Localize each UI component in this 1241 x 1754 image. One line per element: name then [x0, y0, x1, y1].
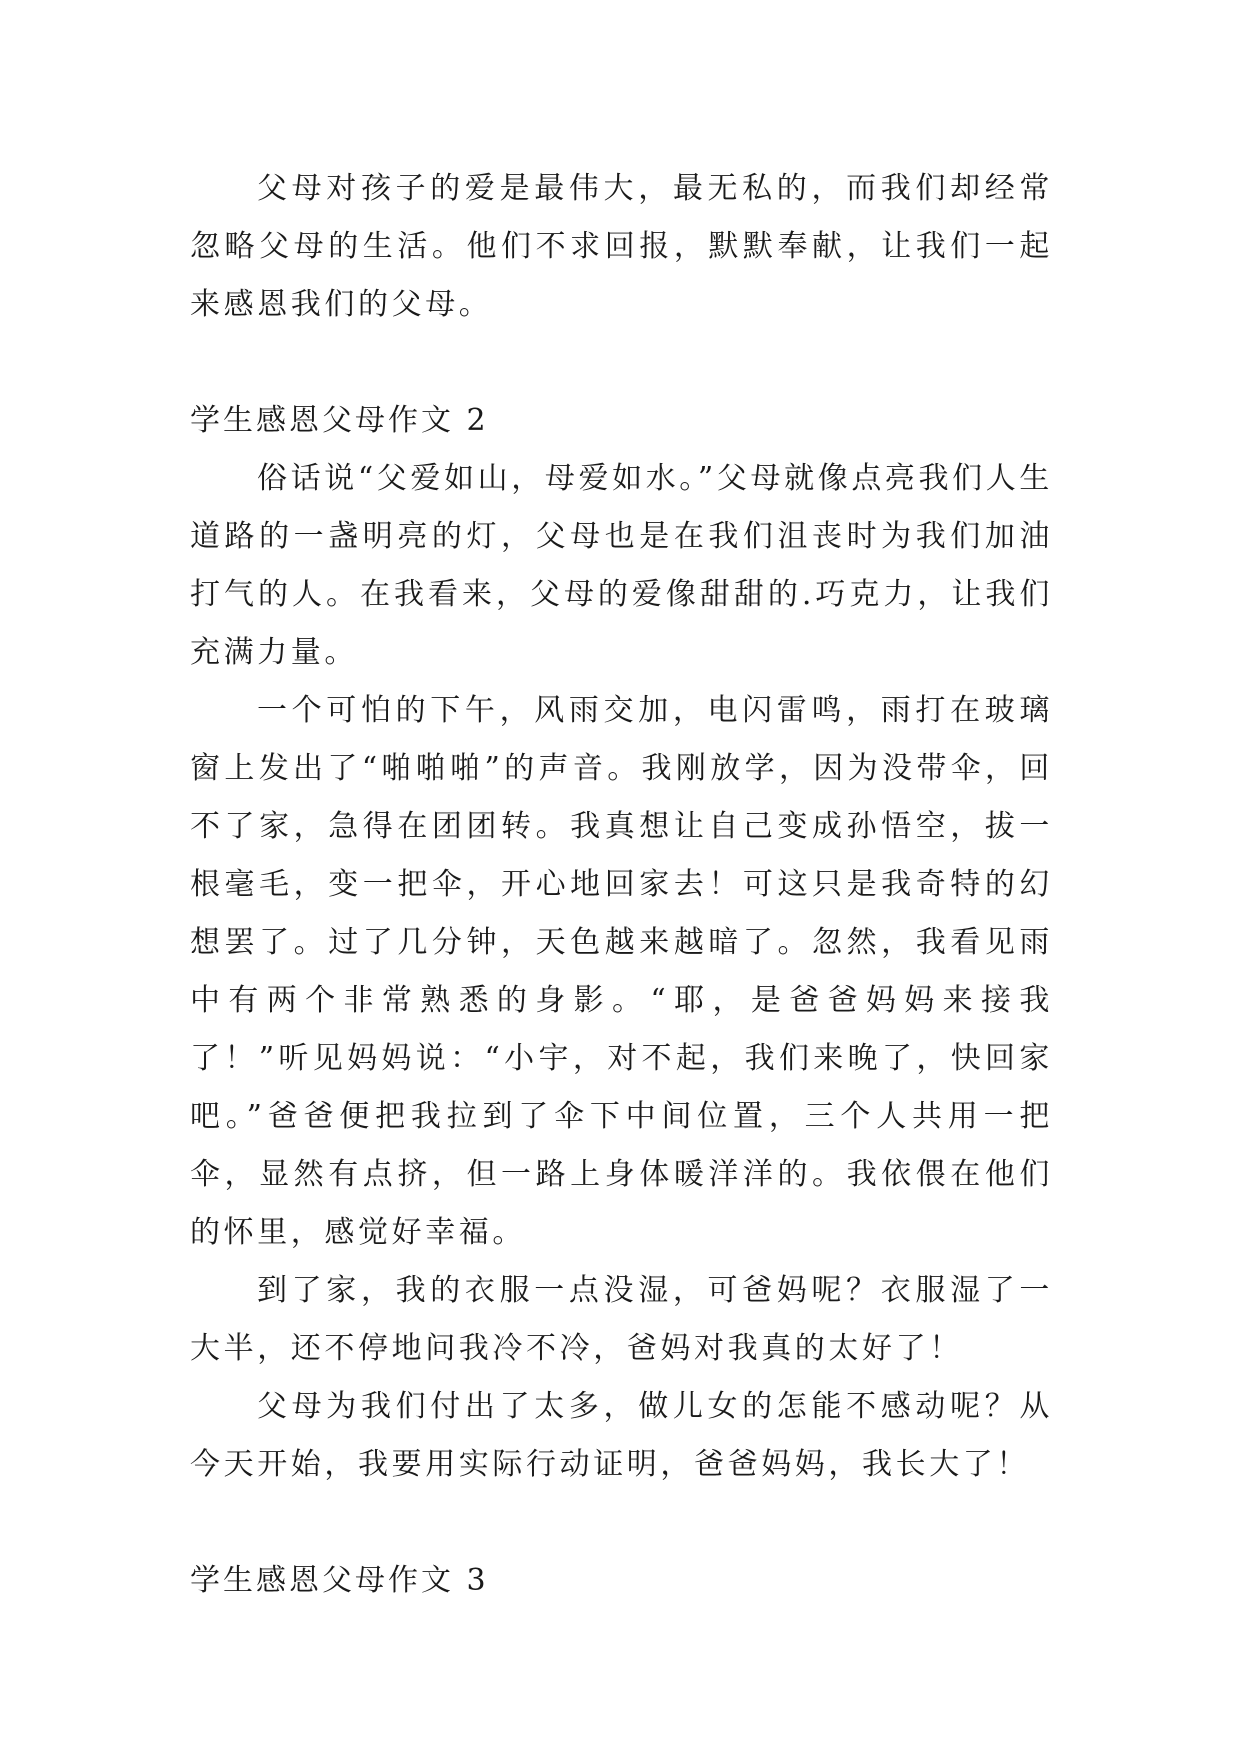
paragraph-2-2: 一个可怕的下午，风雨交加，电闪雷鸣，雨打在玻璃窗上发出了“啪啪啪”的声音。我刚放学，因为没带伞，回不了家，急得在团团转。我真想让自己变成孙悟空，拔一根毫毛，变一把伞，开心地回家去！可这只是我奇特的幻想罢了。过了几分钟，天色越来越暗了。忽然，我看见雨中有两个非常熟悉的身影。“耶，是爸爸妈妈来接我了！”听见妈妈说：“小宇，对不起，我们来晚了，快回家吧。”爸爸便把我拉到了伞下中间位置，三个人共用一把伞，显然有点挤，但一路上身体暖洋洋的。我依偎在他们的怀里，感觉好幸福。 — [190, 693, 1053, 1250]
paragraph-2-4: 父母为我们付出了太多，做儿女的怎能不感动呢？从今天开始，我要用实际行动证明，爸爸妈妈，我长大了！ — [190, 1389, 1053, 1482]
document-body — [190, 160, 1053, 1610]
section-gap — [190, 334, 1053, 392]
paragraph-intro: 父母对孩子的爱是最伟大，最无私的，而我们却经常忽略父母的生活。他们不求回报，默默奉献，让我们一起来感恩我们的父母。 — [190, 171, 1053, 322]
section-gap — [190, 1494, 1053, 1552]
paragraph-2-1: 俗话说“父爱如山，母爱如水。”父母就像点亮我们人生道路的一盏明亮的灯，父母也是在我们沮丧时为我们加油打气的人。在我看来，父母的爱像甜甜的.巧克力，让我们充满力量。 — [190, 461, 1053, 670]
section-heading-3: 学生感恩父母作文 3 — [190, 1563, 489, 1598]
paragraph-2-3: 到了家，我的衣服一点没湿，可爸妈呢？衣服湿了一大半，还不停地问我冷不冷，爸妈对我真的太好了！ — [190, 1273, 1053, 1366]
section-heading-2: 学生感恩父母作文 2 — [190, 403, 489, 438]
